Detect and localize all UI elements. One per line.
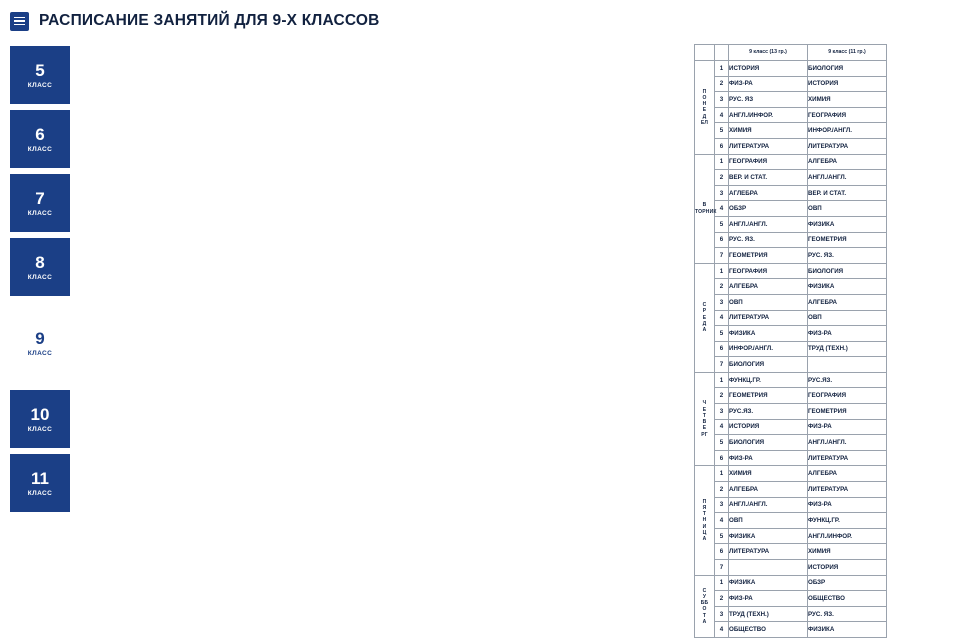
day-label-letter: П bbox=[702, 88, 707, 95]
table-row bbox=[695, 372, 887, 388]
day-label-letter: Я bbox=[702, 504, 707, 511]
day-label-letter: Е bbox=[702, 107, 707, 114]
subject-group-a: ОБЗР bbox=[729, 201, 808, 217]
rail-spacer bbox=[10, 302, 70, 314]
subject-group-a: АНГЛ./АНГЛ. bbox=[729, 497, 808, 513]
table-row bbox=[695, 216, 887, 232]
subject-group-b: АНГЛ./АНГЛ. bbox=[808, 170, 887, 186]
lesson-number: 5 bbox=[715, 435, 729, 451]
rail-spacer bbox=[10, 378, 70, 390]
class-card-8[interactable] bbox=[10, 238, 70, 296]
subject-group-b: БИОЛОГИЯ bbox=[808, 263, 887, 279]
day-label-letter: У bbox=[702, 593, 707, 600]
lesson-number: 5 bbox=[715, 123, 729, 139]
lesson-number: 5 bbox=[715, 326, 729, 342]
class-card-number: 5 bbox=[35, 60, 45, 80]
lesson-number: 2 bbox=[715, 76, 729, 92]
lesson-number: 6 bbox=[715, 450, 729, 466]
lesson-number: 2 bbox=[715, 279, 729, 295]
table-row bbox=[695, 482, 887, 498]
timetable-head bbox=[695, 45, 887, 61]
subject-group-a: ГЕОГРАФИЯ bbox=[729, 263, 808, 279]
subject-group-a: АЛГЕБРА bbox=[729, 482, 808, 498]
subject-group-b: ГЕОГРАФИЯ bbox=[808, 388, 887, 404]
subject-group-b: ЛИТЕРАТУРА bbox=[808, 482, 887, 498]
lesson-number: 4 bbox=[715, 419, 729, 435]
day-label-letter: ЕЛ bbox=[700, 119, 709, 126]
lesson-number: 4 bbox=[715, 310, 729, 326]
subject-group-b: ФИЗ-РА bbox=[808, 326, 887, 342]
lesson-number: 2 bbox=[715, 482, 729, 498]
lesson-number: 1 bbox=[715, 154, 729, 170]
class-card-number: 10 bbox=[30, 404, 50, 424]
day-label-letter: С bbox=[702, 587, 707, 594]
lesson-number: 4 bbox=[715, 513, 729, 529]
class-card-6[interactable] bbox=[10, 110, 70, 168]
subject-group-b: РУС.ЯЗ. bbox=[808, 372, 887, 388]
subject-group-b: ИНФОР./АНГЛ. bbox=[808, 123, 887, 139]
table-row bbox=[695, 419, 887, 435]
subject-group-b: ИСТОРИЯ bbox=[808, 560, 887, 576]
table-row bbox=[695, 435, 887, 451]
lesson-number: 3 bbox=[715, 294, 729, 310]
subject-group-b: ФИЗИКА bbox=[808, 622, 887, 638]
subject-group-a: ФИЗ-РА bbox=[729, 591, 808, 607]
lesson-number: 1 bbox=[715, 466, 729, 482]
subject-group-b: ОВП bbox=[808, 310, 887, 326]
header-lesson-blank bbox=[715, 45, 729, 61]
subject-group-b: АЛГЕБРА bbox=[808, 466, 887, 482]
lesson-number: 3 bbox=[715, 92, 729, 108]
subject-group-b: ОВП bbox=[808, 201, 887, 217]
subject-group-a: ФИЗ-РА bbox=[729, 76, 808, 92]
header-day-blank bbox=[695, 45, 715, 61]
table-row bbox=[695, 575, 887, 591]
lesson-number: 2 bbox=[715, 170, 729, 186]
lesson-number: 7 bbox=[715, 560, 729, 576]
table-row bbox=[695, 201, 887, 217]
day-label bbox=[695, 263, 715, 372]
subject-group-b: ТРУД (ТЕХН.) bbox=[808, 341, 887, 357]
table-row bbox=[695, 185, 887, 201]
class-card-11[interactable] bbox=[10, 454, 70, 512]
day-label-letter: Д bbox=[702, 113, 707, 120]
table-row bbox=[695, 341, 887, 357]
day-label-letter: Т bbox=[702, 412, 707, 419]
class-card-number: 11 bbox=[31, 468, 49, 488]
table-row bbox=[695, 61, 887, 77]
table-row bbox=[695, 622, 887, 638]
day-label-letter: А bbox=[702, 536, 707, 543]
class-card-label: КЛАСС bbox=[27, 425, 53, 433]
day-label-letter: Е bbox=[702, 425, 707, 432]
day-label-letter: ТОРНИК bbox=[695, 208, 717, 215]
subject-group-a: ФИЗИКА bbox=[729, 528, 808, 544]
subject-group-a: ЛИТЕРАТУРА bbox=[729, 544, 808, 560]
day-label bbox=[695, 466, 715, 575]
subject-group-a: РУС.ЯЗ. bbox=[729, 404, 808, 420]
hamburger-menu-icon[interactable] bbox=[10, 12, 29, 31]
subject-group-b: РУС. ЯЗ. bbox=[808, 606, 887, 622]
table-row bbox=[695, 357, 887, 373]
lesson-number: 6 bbox=[715, 341, 729, 357]
day-label bbox=[695, 154, 715, 263]
lesson-number: 6 bbox=[715, 138, 729, 154]
subject-group-a: РУС. ЯЗ bbox=[729, 92, 808, 108]
lesson-number: 5 bbox=[715, 528, 729, 544]
subject-group-b: ГЕОМЕТРИЯ bbox=[808, 232, 887, 248]
day-label-letter: Е bbox=[702, 406, 707, 413]
day-label-letter: О bbox=[702, 94, 707, 101]
subject-group-a: ОБЩЕСТВО bbox=[729, 622, 808, 638]
subject-group-a: ФУНКЦ.ГР. bbox=[729, 372, 808, 388]
subject-group-b: АНГЛ./АНГЛ. bbox=[808, 435, 887, 451]
subject-group-b: БИОЛОГИЯ bbox=[808, 61, 887, 77]
subject-group-a bbox=[729, 560, 808, 576]
class-card-label: КЛАСС bbox=[27, 209, 53, 217]
subject-group-b: РУС. ЯЗ. bbox=[808, 248, 887, 264]
day-label-letter: Т bbox=[702, 612, 707, 619]
subject-group-b: АНГЛ./ИНФОР. bbox=[808, 528, 887, 544]
subject-group-b bbox=[808, 357, 887, 373]
table-row bbox=[695, 528, 887, 544]
lesson-number: 2 bbox=[715, 591, 729, 607]
table-row bbox=[695, 138, 887, 154]
subject-group-a: ИСТОРИЯ bbox=[729, 419, 808, 435]
class-card-number: 9 bbox=[35, 328, 45, 348]
subject-group-a: РУС. ЯЗ. bbox=[729, 232, 808, 248]
day-label-letter: Ц bbox=[702, 529, 707, 536]
subject-group-b: ВЕР. И СТАТ. bbox=[808, 185, 887, 201]
subject-group-a: ВЕР. И СТАТ. bbox=[729, 170, 808, 186]
lesson-number: 6 bbox=[715, 232, 729, 248]
table-row bbox=[695, 310, 887, 326]
day-label bbox=[695, 575, 715, 637]
day-label-letter: Д bbox=[702, 320, 707, 327]
class-card-label: КЛАСС bbox=[27, 273, 53, 281]
subject-group-a: ФИЗИКА bbox=[729, 326, 808, 342]
subject-group-a: ЛИТЕРАТУРА bbox=[729, 310, 808, 326]
subject-group-a: ЛИТЕРАТУРА bbox=[729, 138, 808, 154]
subject-group-b: ГЕОГРАФИЯ bbox=[808, 107, 887, 123]
subject-group-b: ЛИТЕРАТУРА bbox=[808, 138, 887, 154]
class-card-label: КЛАСС bbox=[27, 81, 53, 89]
day-label-letter: ББ bbox=[700, 600, 709, 607]
day-label-letter: И bbox=[702, 523, 707, 530]
table-row bbox=[695, 123, 887, 139]
class-card-number: 6 bbox=[35, 124, 45, 144]
subject-group-b: ХИМИЯ bbox=[808, 92, 887, 108]
day-label-letter: Т bbox=[702, 511, 707, 518]
table-row bbox=[695, 466, 887, 482]
subject-group-b: ХИМИЯ bbox=[808, 544, 887, 560]
subject-group-a: ХИМИЯ bbox=[729, 123, 808, 139]
table-row bbox=[695, 544, 887, 560]
day-label-letter: Р bbox=[702, 308, 707, 315]
day-label-letter: В bbox=[702, 202, 707, 209]
day-label-letter: Ч bbox=[702, 400, 707, 407]
table-row bbox=[695, 606, 887, 622]
lesson-number: 1 bbox=[715, 263, 729, 279]
lesson-number: 7 bbox=[715, 248, 729, 264]
subject-group-a: ОВП bbox=[729, 294, 808, 310]
table-row bbox=[695, 263, 887, 279]
timetable-header-row bbox=[695, 45, 887, 61]
class-card-label: КЛАСС bbox=[27, 489, 53, 497]
table-row bbox=[695, 107, 887, 123]
table-row bbox=[695, 404, 887, 420]
table-row bbox=[695, 497, 887, 513]
day-label-letter: С bbox=[702, 302, 707, 309]
page-title: РАСПИСАНИЕ ЗАНЯТИЙ ДЛЯ 9-Х КЛАССОВ bbox=[39, 12, 380, 29]
subject-group-b: ГЕОМЕТРИЯ bbox=[808, 404, 887, 420]
subject-group-a: ГЕОМЕТРИЯ bbox=[729, 388, 808, 404]
lesson-number: 3 bbox=[715, 185, 729, 201]
lesson-number: 1 bbox=[715, 372, 729, 388]
lesson-number: 1 bbox=[715, 61, 729, 77]
table-row bbox=[695, 76, 887, 92]
subject-group-b: ФИЗ-РА bbox=[808, 419, 887, 435]
subject-group-a: ФИЗ-РА bbox=[729, 450, 808, 466]
subject-group-b: ФИЗИКА bbox=[808, 216, 887, 232]
subject-group-a: БИОЛОГИЯ bbox=[729, 435, 808, 451]
table-row bbox=[695, 294, 887, 310]
timetable-body bbox=[695, 61, 887, 638]
subject-group-a: АГЛЕБРА bbox=[729, 185, 808, 201]
subject-group-a: АНГЛ./АНГЛ. bbox=[729, 216, 808, 232]
class-card-number: 8 bbox=[35, 252, 45, 272]
table-row bbox=[695, 154, 887, 170]
table-row bbox=[695, 326, 887, 342]
lesson-number: 5 bbox=[715, 216, 729, 232]
subject-group-a: ГЕОМЕТРИЯ bbox=[729, 248, 808, 264]
subject-group-b: АЛГЕБРА bbox=[808, 154, 887, 170]
day-label bbox=[695, 61, 715, 155]
subject-group-a: ГЕОГРАФИЯ bbox=[729, 154, 808, 170]
day-label-letter: Е bbox=[702, 314, 707, 321]
lesson-number: 2 bbox=[715, 388, 729, 404]
subject-group-a: ФИЗИКА bbox=[729, 575, 808, 591]
table-row bbox=[695, 388, 887, 404]
subject-group-b: ОБЩЕСТВО bbox=[808, 591, 887, 607]
class-card-5[interactable] bbox=[10, 46, 70, 104]
class-card-label: КЛАСС bbox=[27, 145, 53, 153]
lesson-number: 3 bbox=[715, 497, 729, 513]
table-row bbox=[695, 232, 887, 248]
day-label-letter: Н bbox=[702, 517, 707, 524]
day-label-letter: РГ bbox=[701, 431, 708, 438]
subject-group-b: АЛГЕБРА bbox=[808, 294, 887, 310]
subject-group-a: ИНФОР./АНГЛ. bbox=[729, 341, 808, 357]
subject-group-b: ОБЗР bbox=[808, 575, 887, 591]
lesson-number: 3 bbox=[715, 404, 729, 420]
lesson-number: 1 bbox=[715, 575, 729, 591]
lesson-number: 7 bbox=[715, 357, 729, 373]
header-group-b: 9 класс (11 гр.) bbox=[808, 45, 887, 61]
day-label-letter: А bbox=[702, 618, 707, 625]
subject-group-a: АНГЛ./ИНФОР. bbox=[729, 107, 808, 123]
class-card-number: 7 bbox=[35, 188, 45, 208]
subject-group-b: ФИЗ-РА bbox=[808, 497, 887, 513]
lesson-number: 3 bbox=[715, 606, 729, 622]
subject-group-a: ОВП bbox=[729, 513, 808, 529]
day-label-letter: В bbox=[702, 419, 707, 426]
subject-group-b: ИСТОРИЯ bbox=[808, 76, 887, 92]
page-header bbox=[0, 0, 960, 42]
day-label-letter: О bbox=[702, 606, 707, 613]
table-row bbox=[695, 248, 887, 264]
day-label-letter: П bbox=[702, 498, 707, 505]
subject-group-a: АЛГЕБРА bbox=[729, 279, 808, 295]
lesson-number: 4 bbox=[715, 201, 729, 217]
table-row bbox=[695, 513, 887, 529]
class-card-9[interactable] bbox=[10, 314, 70, 372]
day-label-letter: А bbox=[702, 327, 707, 334]
day-label-letter: Н bbox=[702, 101, 707, 108]
table-row bbox=[695, 560, 887, 576]
day-label bbox=[695, 372, 715, 466]
class-card-label: КЛАСС bbox=[27, 349, 53, 357]
subject-group-b: ФУНКЦ.ГР. bbox=[808, 513, 887, 529]
header-group-a: 9 класс (13 гр.) bbox=[729, 45, 808, 61]
lesson-number: 4 bbox=[715, 107, 729, 123]
table-row bbox=[695, 591, 887, 607]
subject-group-b: ЛИТЕРАТУРА bbox=[808, 450, 887, 466]
subject-group-a: ХИМИЯ bbox=[729, 466, 808, 482]
subject-group-b: ФИЗИКА bbox=[808, 279, 887, 295]
subject-group-a: БИОЛОГИЯ bbox=[729, 357, 808, 373]
class-card-7[interactable] bbox=[10, 174, 70, 232]
table-row bbox=[695, 92, 887, 108]
subject-group-a: ИСТОРИЯ bbox=[729, 61, 808, 77]
class-rail bbox=[10, 46, 70, 518]
lesson-number: 6 bbox=[715, 544, 729, 560]
subject-group-a: ТРУД (ТЕХН.) bbox=[729, 606, 808, 622]
class-card-10[interactable] bbox=[10, 390, 70, 448]
lesson-number: 4 bbox=[715, 622, 729, 638]
table-row bbox=[695, 279, 887, 295]
table-row bbox=[695, 450, 887, 466]
table-row bbox=[695, 170, 887, 186]
